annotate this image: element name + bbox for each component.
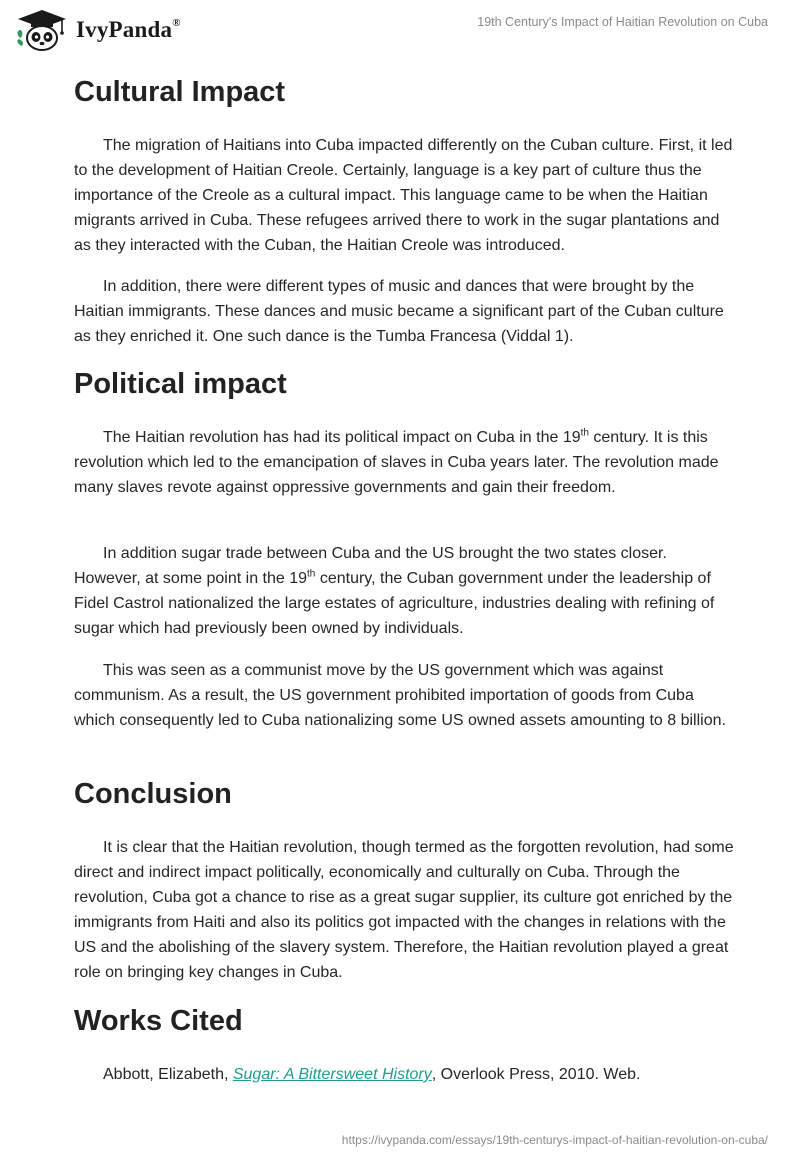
- document-title: 19th Century's Impact of Haitian Revolution on Cuba: [477, 15, 768, 29]
- paragraph-political-1: The Haitian revolution has had its political impact on Cuba in the 19th century. It is this revolution which led to the emancipation of slaves in Cuba years later. The revolution made many slaves revote against oppressive governments and gain their freedom.: [74, 427, 719, 496]
- heading-political-impact: Political impact: [74, 368, 287, 400]
- page-header: [0, 0, 800, 60]
- citation-entry: Abbott, Elizabeth, Sugar: A Bittersweet History, Overlook Press, 2010. Web.: [103, 1066, 641, 1083]
- logo-wordmark: IvyPanda®: [76, 17, 181, 42]
- heading-works-cited: Works Cited: [74, 1005, 243, 1037]
- panda-graduate-icon: [14, 8, 70, 52]
- registered-mark: ®: [172, 17, 181, 30]
- paragraph-cultural-2: In addition, there were different types of music and dances that were brought by the Haitian immigrants. These dances and music became a significant part of the Cuban culture as they enriched it. One such dance is the Tumba Francesa (Viddal 1).: [74, 278, 724, 345]
- paragraph-political-2: In addition sugar trade between Cuba and the US brought the two states closer. However, at some point in the 19th century, the Cuban government under the leadership of Fidel Castrol nationalized the large estates of agriculture, industries dealing with refining of sugar which had previously been owned by individuals.: [74, 545, 715, 637]
- heading-cultural-impact: Cultural Impact: [74, 76, 286, 108]
- heading-conclusion: Conclusion: [74, 778, 232, 810]
- ivypanda-logo[interactable]: [14, 8, 181, 52]
- citation-title-link[interactable]: Sugar: A Bittersweet History: [232, 1066, 432, 1083]
- paragraph-conclusion: It is clear that the Haitian revolution, though termed as the forgotten revolution, had some direct and indirect impact politically, economically and culturally on Cuba. Through the revolution, Cuba got a chance to rise as a great sugar supplier, its culture got enriched by the immigrants from Haiti and also its politics got impacted with the changes in relations with the US and the abolishing of the slavery system. Therefore, the Haitian revolution played a great role on bringing key changes in Cuba.: [74, 839, 734, 981]
- paragraph-political-3: This was seen as a communist move by the US government which was against communism. As a result, the US government prohibited importation of goods from Cuba which consequently led to Cuba nationalizing some US owned assets amounting to 8 billion.: [74, 662, 726, 729]
- footer-url: https://ivypanda.com/essays/19th-centurys-impact-of-haitian-revolution-on-cuba/: [341, 1133, 768, 1147]
- paragraph-cultural-1: The migration of Haitians into Cuba impacted differently on the Cuban culture. First, it led to the development of Haitian Creole. Certainly, language is a key part of culture thus the importance of the Creole as a cultural impact. This language came to be when the Haitian migrants arrived in Cuba. These refugees arrived there to work in the sugar plantations and as they interacted with the Cuban, the Haitian Creole was introduced.: [74, 137, 733, 254]
